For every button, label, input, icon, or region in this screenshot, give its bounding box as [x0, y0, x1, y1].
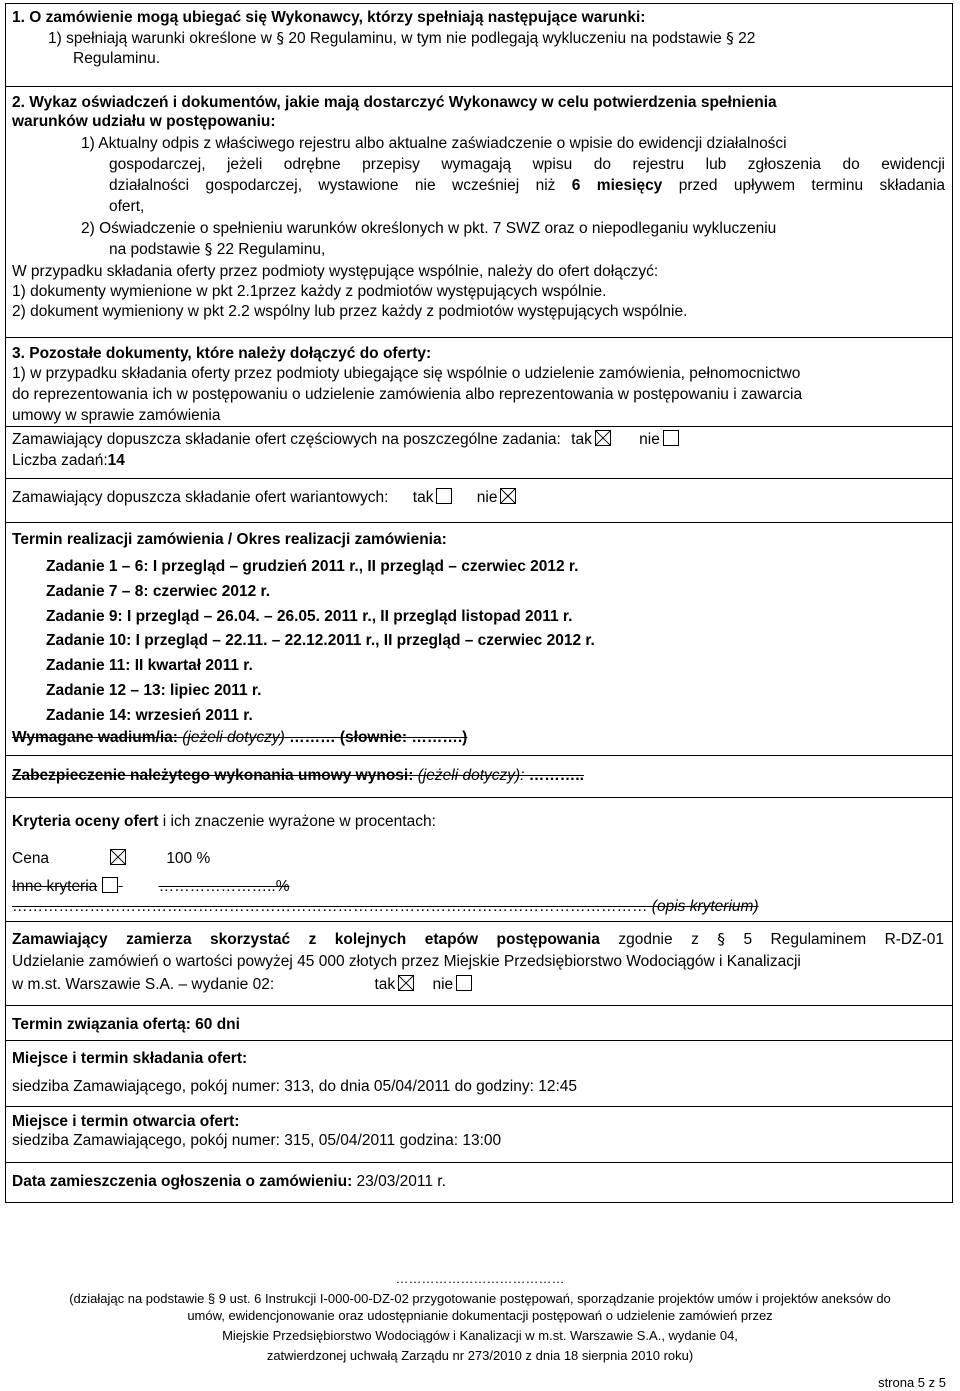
stages-line: Udzielanie zamówień o wartości powyżej 45 000 złotych przez Miejskie Przedsiębiorstwo Wodociągów i Kanalizacji	[12, 953, 801, 970]
divider	[6, 86, 952, 87]
submission-label: Miejsce i termin składania ofert:	[12, 1050, 248, 1067]
divider	[6, 337, 952, 338]
section-3-line: umowy w sprawie zamówienia	[12, 407, 221, 424]
term-item: Zadanie 10: I przegląd – 22.11. – 22.12.2011 r., II przegląd – czerwiec 2012 r.	[46, 632, 595, 649]
criteria-description-line: …………………………………………………………………………………………………………… (opis kryterium)	[12, 898, 759, 915]
joint-note: W przypadku składania oferty przez podmioty występujące wspólnie, należy do ofert dołączyć:	[12, 263, 659, 280]
divider	[6, 426, 952, 427]
section-3-line: 1) w przypadku składania oferty przez podmioty ubiegające się wspólnie o udzielenie zamówienia, pełnomocnictwo	[12, 365, 801, 382]
stages-no-checkbox[interactable]	[456, 975, 472, 991]
stages-yes-checkbox[interactable]	[398, 975, 414, 991]
divider	[6, 1040, 952, 1041]
term-item: Zadanie 12 – 13: lipiec 2011 r.	[46, 682, 262, 699]
section-2-item-2-cont: na podstawie § 22 Regulaminu,	[109, 240, 326, 258]
criteria-other-row: Inne kryteria …………………..%	[12, 878, 290, 895]
section-2-item-1-cont: ofert,	[109, 198, 145, 215]
term-item: Zadanie 9: I przegląd – 26.04. – 26.05. 2011 r., II przegląd listopad 2011 r.	[46, 608, 573, 625]
submission-value: siedziba Zamawiającego, pokój numer: 313, do dnia 05/04/2011 do godziny: 12:45	[12, 1078, 577, 1095]
divider	[6, 478, 952, 479]
term-item: Zadanie 14: wrzesień 2011 r.	[46, 707, 253, 724]
divider	[6, 1162, 952, 1163]
divider	[6, 522, 952, 523]
section-2-item-1-cont: gospodarczej, jeżeli odrębne przepisy wymagają wpisu do rejestru lub zgłoszenia do ewidencji	[109, 156, 945, 173]
signature-dots: …………………………………	[395, 1271, 565, 1286]
binding-period: Termin związania ofertą: 60 dni	[12, 1016, 240, 1033]
footer-note: Miejskie Przedsiębiorstwo Wodociągów i Kanalizacji w m.st. Warszawie S.A., wydanie 04,	[222, 1328, 738, 1343]
section-3-line: do reprezentowania ich w postępowaniu o udzielenie zamówienia albo reprezentowania w postępowaniu i zawarcia	[12, 386, 803, 403]
section-1-item-1: 1) spełniają warunki określone w § 20 Regulaminu, w tym nie podlegają wykluczeniu na podstawie § 22	[48, 29, 756, 47]
section-2-title-cont: warunków udziału w postępowaniu:	[12, 113, 276, 130]
section-2-title: 2. Wykaz oświadczeń i dokumentów, jakie mają dostarczyć Wykonawcy w celu potwierdzenia spełnienia	[12, 94, 777, 111]
security-line: Zabezpieczenie należytego wykonania umowy wynosi: (jeżeli dotyczy): ………..	[12, 767, 584, 784]
footer-note: umów, ewidencjonowanie oraz udostępnianie dokumentacji postępowań o udzielenie zamówień przez	[187, 1308, 773, 1323]
section-1-item-1-cont: Regulaminu.	[73, 50, 161, 67]
other-criteria-checkbox[interactable]	[102, 877, 118, 893]
criteria-price-row: Cena 100 %	[12, 850, 211, 867]
form-frame	[5, 3, 953, 1203]
section-2-item-2: 2) Oświadczenie o spełnieniu warunków określonych w pkt. 7 SWZ oraz o niepodleganiu wykluczeniu	[81, 220, 777, 237]
criteria-title: Kryteria oceny ofert i ich znaczenie wyrażone w procentach:	[12, 813, 436, 830]
divider	[6, 1106, 952, 1107]
term-title: Termin realizacji zamówienia / Okres realizacji zamówienia:	[12, 531, 447, 548]
partial-yes-checkbox[interactable]	[595, 430, 611, 446]
divider	[6, 755, 952, 756]
footer-note: (działając na podstawie § 9 ust. 6 Instrukcji I-000-00-DZ-02 przygotowanie postępowań, sporządzanie projektów umów i projektów aneksów do	[69, 1291, 891, 1306]
section-2-item-1-cont: działalności gospodarczej, wystawione nie wcześniej niż 6 miesięcy przed upływem terminu składania	[109, 177, 945, 194]
opening-label: Miejsce i termin otwarcia ofert:	[12, 1113, 240, 1130]
partial-offers-row: Zamawiający dopuszcza składanie ofert częściowych na poszczególne zadania: tak nie	[12, 430, 679, 449]
joint-item-2: 2) dokument wymieniony w pkt 2.2 wspólny lub przez każdy z podmiotów występujących wspólnie.	[12, 303, 688, 320]
section-3-title: 3. Pozostałe dokumenty, które należy dołączyć do oferty:	[12, 345, 432, 362]
task-count: Liczba zadań:14	[12, 452, 125, 469]
divider	[6, 921, 952, 922]
variant-offers-row: Zamawiający dopuszcza składanie ofert wariantowych: tak nie	[12, 488, 516, 507]
price-checkbox[interactable]	[110, 849, 126, 865]
term-item: Zadanie 11: II kwartał 2011 r.	[46, 657, 253, 674]
section-1-title: 1. O zamówienie mogą ubiegać się Wykonawcy, którzy spełniają następujące warunki:	[12, 9, 646, 26]
footer-note: zatwierdzonej uchwałą Zarządu nr 273/2010 z dnia 18 sierpnia 2010 roku)	[266, 1348, 694, 1363]
joint-item-1: 1) dokumenty wymienione w pkt 2.1przez każdy z podmiotów występujących wspólnie.	[12, 283, 607, 300]
wadium-line: Wymagane wadium/ia: (jeżeli dotyczy) ……… (słownie: ……….)	[12, 729, 468, 746]
stages-line: Zamawiający zamierza skorzystać z kolejnych etapów postępowania zgodnie z § 5 Regulaminem R-DZ-01	[12, 930, 944, 948]
variant-yes-checkbox[interactable]	[436, 488, 452, 504]
opening-value: siedziba Zamawiającego, pokój numer: 315, 05/04/2011 godzina: 13:00	[12, 1132, 502, 1149]
divider	[6, 797, 952, 798]
publication-date: Data zamieszczenia ogłoszenia o zamówieniu: 23/03/2011 r.	[12, 1173, 446, 1190]
section-2-item-1: 1) Aktualny odpis z właściwego rejestru albo aktualne zaświadczenie o wpisie do ewidencji działalności	[81, 135, 787, 152]
term-item: Zadanie 1 – 6: I przegląd – grudzień 2011 r., II przegląd – czerwiec 2012 r.	[46, 558, 579, 575]
divider	[6, 1005, 952, 1006]
stages-row: w m.st. Warszawie S.A. – wydanie 02: tak nie	[12, 975, 472, 994]
term-item: Zadanie 7 – 8: czerwiec 2012 r.	[46, 583, 271, 600]
variant-no-checkbox[interactable]	[500, 488, 516, 504]
partial-no-checkbox[interactable]	[663, 430, 679, 446]
page-number: strona 5 z 5	[878, 1375, 946, 1390]
